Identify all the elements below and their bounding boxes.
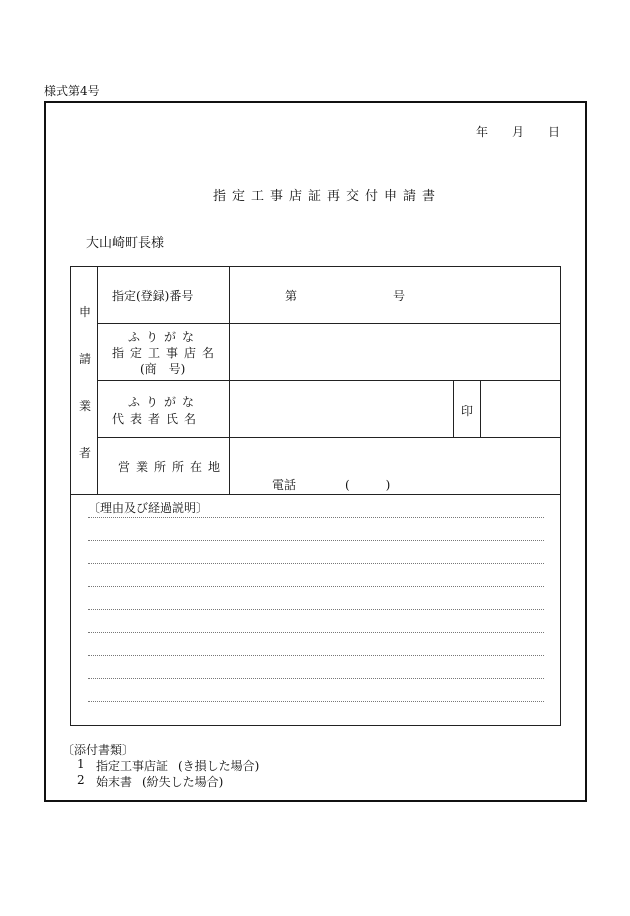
form-number: 様式第4号 [44,84,100,98]
attachment-name: 始末書 [96,775,133,789]
applicant-label-char: 申 [79,305,92,319]
applicant-label-char: 者 [79,446,92,460]
reason-line [88,678,544,679]
reason-line [88,701,544,702]
seal-label: 印 [461,404,474,418]
applicant-label-char: 請 [79,352,92,366]
reason-line [88,517,544,518]
reason-line [88,563,544,564]
attachment-note: (紛失した場合) [142,775,224,789]
phone-area-code: ( ) [345,478,391,492]
addressee: 大山崎町長様 [86,236,165,251]
attachment-num: 2 [77,773,85,787]
representative-kana-label: ふりがな [128,395,201,409]
date-day-label: 日 [548,125,561,139]
store-name-label: 指定工事店名 [112,346,221,360]
reason-line [88,540,544,541]
reason-line [88,609,544,610]
reason-line [88,632,544,633]
store-name-kana-label: ふりがな [128,330,201,344]
table-divider [480,380,481,437]
attachments-heading: 〔添付書類〕 [62,743,135,757]
office-address-label: 営業所所在地 [118,460,227,474]
reason-line [88,586,544,587]
reason-line [88,655,544,656]
document-title: 指定工事店証再交付申請書 [213,189,442,204]
table-divider [97,380,561,381]
reg-number-suffix: 号 [393,289,406,303]
attachment-note: (き損した場合) [178,759,260,773]
table-divider [453,380,454,437]
table-divider [70,494,561,495]
reg-number-label: 指定(登録)番号 [112,289,194,303]
store-name-sub-label: (商 号) [140,362,186,376]
date-year-label: 年 [476,125,489,139]
reason-heading: 〔理由及び経過説明〕 [88,501,209,515]
attachment-num: 1 [77,757,85,771]
table-divider [97,437,561,438]
phone-label: 電話 [272,478,297,492]
reg-number-prefix: 第 [285,289,298,303]
applicant-label-char: 業 [79,399,92,413]
representative-label: 代表者氏名 [112,412,203,426]
table-divider [97,323,561,324]
date-month-label: 月 [512,125,525,139]
attachment-name: 指定工事店証 [96,759,169,773]
